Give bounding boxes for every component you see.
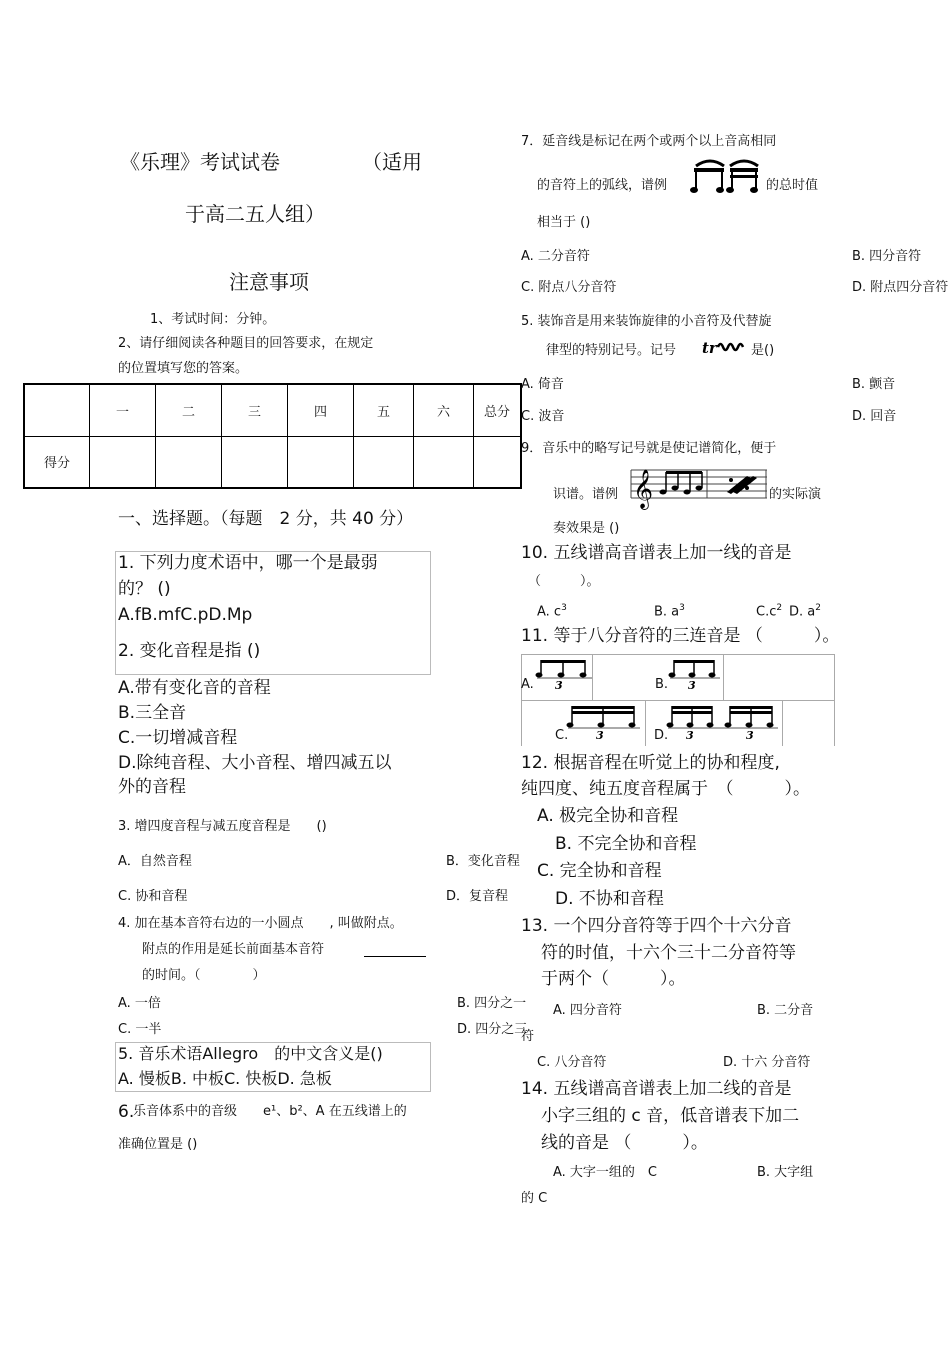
notice-heading: 注意事项: [229, 270, 309, 294]
q11-grid-divider: [592, 654, 593, 700]
q12-option-c: C. 完全协和音程: [537, 861, 662, 881]
q13-stem-b: 符的时值，十六个三十二分音符等: [541, 943, 796, 963]
q6-stem-b: 准确位置是 (): [118, 1137, 198, 1152]
q8-option-c: C. 波音: [521, 409, 565, 424]
q11-option-a: A.: [521, 677, 534, 692]
abbreviation-staff-example-icon: [631, 462, 767, 509]
q8-stem-b: 律型的特别记号。记号: [546, 343, 677, 358]
q3-option-d: D．复音程: [446, 889, 509, 904]
q10-option-b: B. $a^3$: [654, 603, 685, 620]
q9-stem-b: 识谱。谱例: [553, 487, 619, 502]
q11-grid-right: [834, 654, 835, 746]
q7-stem-a: 7．延音线是标记在两个或两个以上音高相同: [521, 134, 777, 149]
triplet-sixteenths-icon: [670, 656, 720, 690]
q7-option-a: A. 二分音符: [521, 249, 590, 264]
svg-text:3: 3: [746, 729, 754, 742]
score-col-blank: [24, 384, 90, 436]
q12-option-d: D. 不协和音程: [555, 889, 664, 909]
q4-option-a: A. 一倍: [118, 996, 161, 1011]
q3-option-b: B．变化音程: [446, 854, 520, 869]
svg-text:3: 3: [555, 679, 563, 692]
q6-number: 6.: [118, 1102, 135, 1122]
exam-title-line1-tail: （适用: [362, 150, 422, 174]
q11-option-b: B.: [655, 677, 669, 692]
svg-text:3: 3: [688, 679, 696, 692]
trill-symbol-icon: [702, 338, 746, 356]
q6-stem-a: 乐音体系中的音级 e¹、b²、A 在五线谱上的: [133, 1104, 407, 1119]
q14-stem-b: 小字三组的 c 音，低音谱表下加二: [541, 1106, 800, 1126]
q7-option-c: C. 附点八分音符: [521, 280, 617, 295]
q10-stem-b: （ ）。: [528, 574, 600, 589]
q3-stem: 3. 增四度音程与减五度音程是 (): [118, 819, 327, 834]
q11-grid-divider: [645, 700, 646, 746]
q7-option-d: D. 附点四分音符: [852, 280, 949, 295]
q4-stem-c: 的时间。（ ）: [142, 968, 266, 983]
q9-stem-a: 9．音乐中的略写记号就是使记谱简化，便于: [521, 441, 777, 456]
q12-stem-a: 12. 根据音程在听觉上的协和程度,: [521, 753, 780, 773]
q2-option-c: C.一切增减音程: [118, 728, 238, 748]
notice-item-2a: 2、请仔细阅读各种题目的回答要求，在规定: [118, 336, 374, 351]
score-col-2: 二: [156, 384, 222, 436]
q13-option-a: A. 四分音符: [553, 1003, 622, 1018]
triplet-eighths-icon: [537, 656, 592, 690]
tied-notes-example-icon: [692, 156, 764, 194]
q3-option-c: C. 协和音程: [118, 889, 188, 904]
score-cell[interactable]: [156, 436, 222, 488]
q11-grid-top: [521, 654, 835, 655]
q11-grid-divider: [782, 700, 783, 746]
q13-option-b: B. 二分音: [757, 1003, 814, 1018]
exam-title-line2: 于高二五人组）: [185, 202, 325, 226]
q4-stem-b: 附点的作用是延长前面基本音符: [142, 942, 325, 957]
q4-option-b: B. 四分之一: [457, 996, 527, 1011]
svg-text:𝄞: 𝄞: [633, 469, 654, 509]
q13-option-d: D. 十六 分音符: [723, 1055, 811, 1070]
score-cell[interactable]: [414, 436, 474, 488]
score-col-4: 四: [288, 384, 354, 436]
section1-heading: 一、选择题。（每题 2 分，共 40 分）: [118, 509, 414, 529]
score-row-label: 得分: [24, 436, 90, 488]
q11-grid-divider: [723, 654, 724, 700]
q11-option-d: D.: [654, 728, 669, 743]
q11-grid-mid: [521, 700, 835, 701]
q5-options: A. 慢板B. 中板C. 快板D. 急板: [118, 1069, 332, 1088]
q13-stem-c: 于两个（ ）。: [541, 969, 686, 989]
svg-text:tr: tr: [702, 339, 717, 357]
score-cell[interactable]: [474, 436, 522, 488]
score-cell[interactable]: [90, 436, 156, 488]
q2-option-b: B.三全音: [118, 703, 187, 723]
q7-stem-c: 相当于 (): [537, 215, 591, 230]
q11-option-c: C.: [555, 728, 569, 743]
q12-option-b: B. 不完全协和音程: [555, 834, 697, 854]
q4-answer-blank[interactable]: [364, 956, 426, 957]
q14-option-a: A. 大字一组的 C: [553, 1165, 658, 1180]
q10-option-d: D. $a^2$: [789, 603, 821, 620]
q13-stem-a: 13. 一个四分音符等于四个十六分音: [521, 916, 792, 936]
q12-option-a: A. 极完全协和音程: [537, 806, 679, 826]
q10-option-a: A. $c^3$: [537, 603, 567, 620]
q2-option-a: A.带有变化音的音程: [118, 678, 271, 698]
q4-option-d: D. 四分之三: [457, 1022, 528, 1037]
triplet-thirty-seconds-icon: [568, 702, 640, 740]
q1-stem-b: 的？ (): [118, 579, 171, 599]
q14-option-b: B. 大字组: [757, 1165, 814, 1180]
q11-grid-left: [521, 654, 522, 746]
score-col-6: 六: [414, 384, 474, 436]
q1-options: A.fB.mfC.pD.Mp: [118, 605, 253, 625]
q8-stem-b-tail: 是(): [751, 343, 775, 358]
score-table-score-row: [24, 436, 521, 488]
q9-stem-b-tail: 的实际演: [769, 487, 822, 502]
q1-stem-a: 1. 下列力度术语中，哪一个是最弱: [118, 553, 378, 573]
score-cell[interactable]: [288, 436, 354, 488]
q8-stem-a: 5. 装饰音是用来装饰旋律的小音符及代替旋: [521, 314, 772, 329]
q5-stem: 5. 音乐术语Allegro 的中文含义是(): [118, 1044, 383, 1063]
score-col-1: 一: [90, 384, 156, 436]
svg-text:3: 3: [596, 729, 604, 742]
score-col-3: 三: [222, 384, 288, 436]
q8-option-b: B. 颤音: [852, 377, 896, 392]
q2-option-d1: D.除纯音程、大小音程、增四减五以: [118, 753, 392, 773]
q2-stem: 2. 变化音程是指 (): [118, 641, 261, 661]
q2-option-d2: 外的音程: [118, 777, 186, 797]
exam-title-line1: 《乐理》考试试卷: [120, 150, 280, 174]
q12-stem-b: 纯四度、纯五度音程属于 （ ）。: [521, 779, 810, 799]
q7-stem-b: 的音符上的弧线，谱例: [537, 178, 668, 193]
notice-item-2b: 的位置填写您的答案。: [118, 361, 249, 376]
q4-stem-a: 4. 加在基本音符右边的一小圆点 , 叫做附点。: [118, 916, 403, 931]
score-cell[interactable]: [354, 436, 414, 488]
score-cell[interactable]: [222, 436, 288, 488]
q4-option-d-tail: 符: [521, 1029, 535, 1044]
q8-option-a: A. 倚音: [521, 377, 564, 392]
q13-option-c: C. 八分音符: [537, 1055, 607, 1070]
q7-stem-b-tail: 的总时值: [766, 178, 819, 193]
svg-text:3: 3: [686, 729, 694, 742]
q7-option-b: B. 四分音符: [852, 249, 922, 264]
q11-stem: 11. 等于八分音符的三连音是 （ ）。: [521, 626, 840, 646]
q10-option-c: $C.c^2$: [756, 603, 783, 620]
score-table-header-row: [24, 384, 521, 436]
double-triplet-icon: [668, 702, 778, 740]
q10-stem-a: 10. 五线谱高音谱表上加一线的音是: [521, 543, 792, 563]
notice-item-1: 1、考试时间：分钟。: [150, 312, 276, 327]
q14-stem-c: 线的音是 （ ）。: [541, 1133, 708, 1153]
score-col-5: 五: [354, 384, 414, 436]
q3-option-a: A．自然音程: [118, 854, 192, 869]
score-col-total: 总分: [474, 384, 522, 436]
q14-option-b-tail: 的 C: [521, 1191, 548, 1206]
q4-option-c: C. 一半: [118, 1022, 162, 1037]
q9-stem-c: 奏效果是 (): [553, 521, 620, 536]
q14-stem-a: 14. 五线谱高音谱表上加二线的音是: [521, 1079, 792, 1099]
score-table: [23, 383, 522, 489]
q8-option-d: D. 回音: [852, 409, 897, 424]
